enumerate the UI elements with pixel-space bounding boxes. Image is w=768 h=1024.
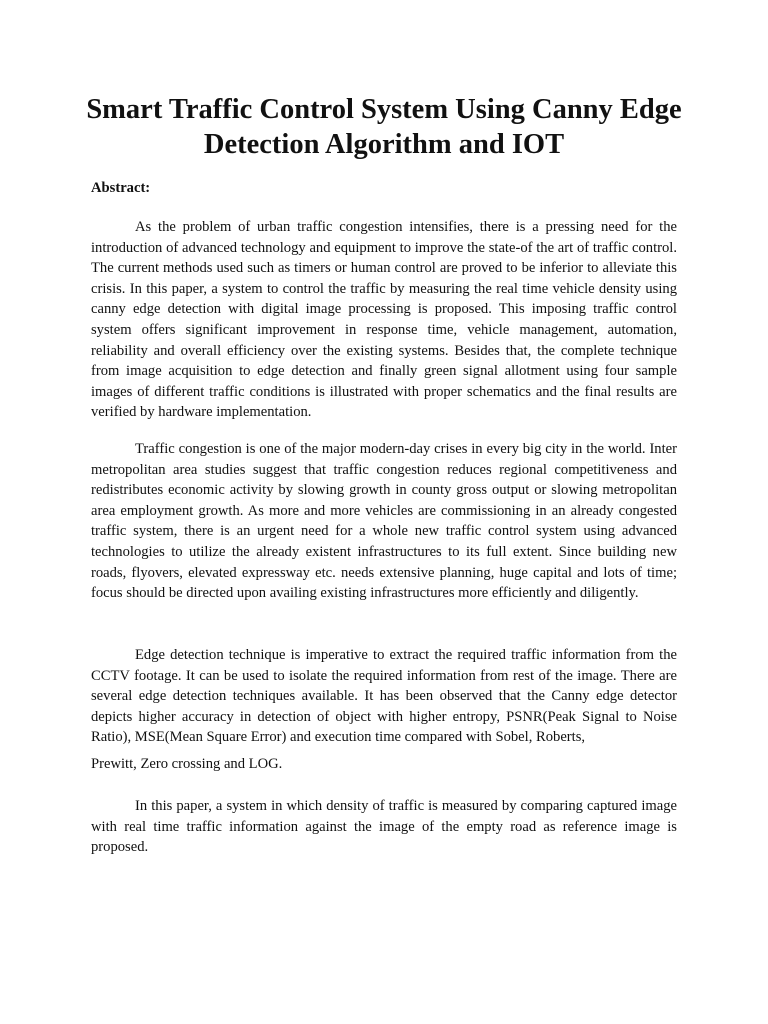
body-paragraph-edge-detection-continued: Prewitt, Zero crossing and LOG. <box>91 756 283 772</box>
body-paragraph-proposed-system: In this paper, a system in which density of traffic is measured by comparing captured image with real time traffic information against the image of the empty road as reference image is proposed. <box>91 798 677 856</box>
body-paragraph-edge-detection: Edge detection technique is imperative to extract the required traffic information from the CCTV footage. It can be used to isolate the required information from rest of the image. There are several edge detection techniques available. It has been observed that the Canny edge detector depicts higher accuracy in detection of object with higher entropy, PSNR(Peak Signal to Noise Ratio), MSE(Mean Square Error) and execution time compared with Sobel, Roberts, <box>91 647 677 746</box>
paper-title: Smart Traffic Control System Using Canny Edge Detection Algorithm and IOT <box>86 94 682 160</box>
abstract-paragraph: As the problem of urban traffic congestion intensifies, there is a pressing need for the introduction of advanced technology and equipment to improve the state-of the art of traffic control. The current methods used such as timers or human control are proved to be inferior to alleviate this crisis. In this paper, a system to control the traffic by measuring the real time vehicle density using canny edge detection with digital image processing is proposed. This imposing traffic control system offers significant improvement in response time, vehicle management, automation, reliability and overall efficiency over the existing systems. Besides that, the complete technique from image acquisition to edge detection and finally green signal allotment using four sample images of different traffic conditions is illustrated with proper schematics and the final results are verified by hardware implementation. <box>91 219 677 421</box>
body-paragraph-traffic-congestion: Traffic congestion is one of the major modern-day crises in every big city in the world. Inter metropolitan area studies suggest that traffic congestion reduces regional competitiveness and redistributes economic activity by slowing growth in county gross output or slowing metropolitan area employment growth. As more and more vehicles are commissioning in an already congested traffic system, there is an urgent need for a whole new traffic control system using advanced technologies to utilize the already existent infrastructures to its full extent. Since building new roads, flyovers, elevated expressway etc. needs extensive planning, huge capital and lots of time; focus should be directed upon availing existing infrastructures more efficiently and diligently. <box>91 441 677 602</box>
abstract-heading: Abstract: <box>91 180 151 196</box>
